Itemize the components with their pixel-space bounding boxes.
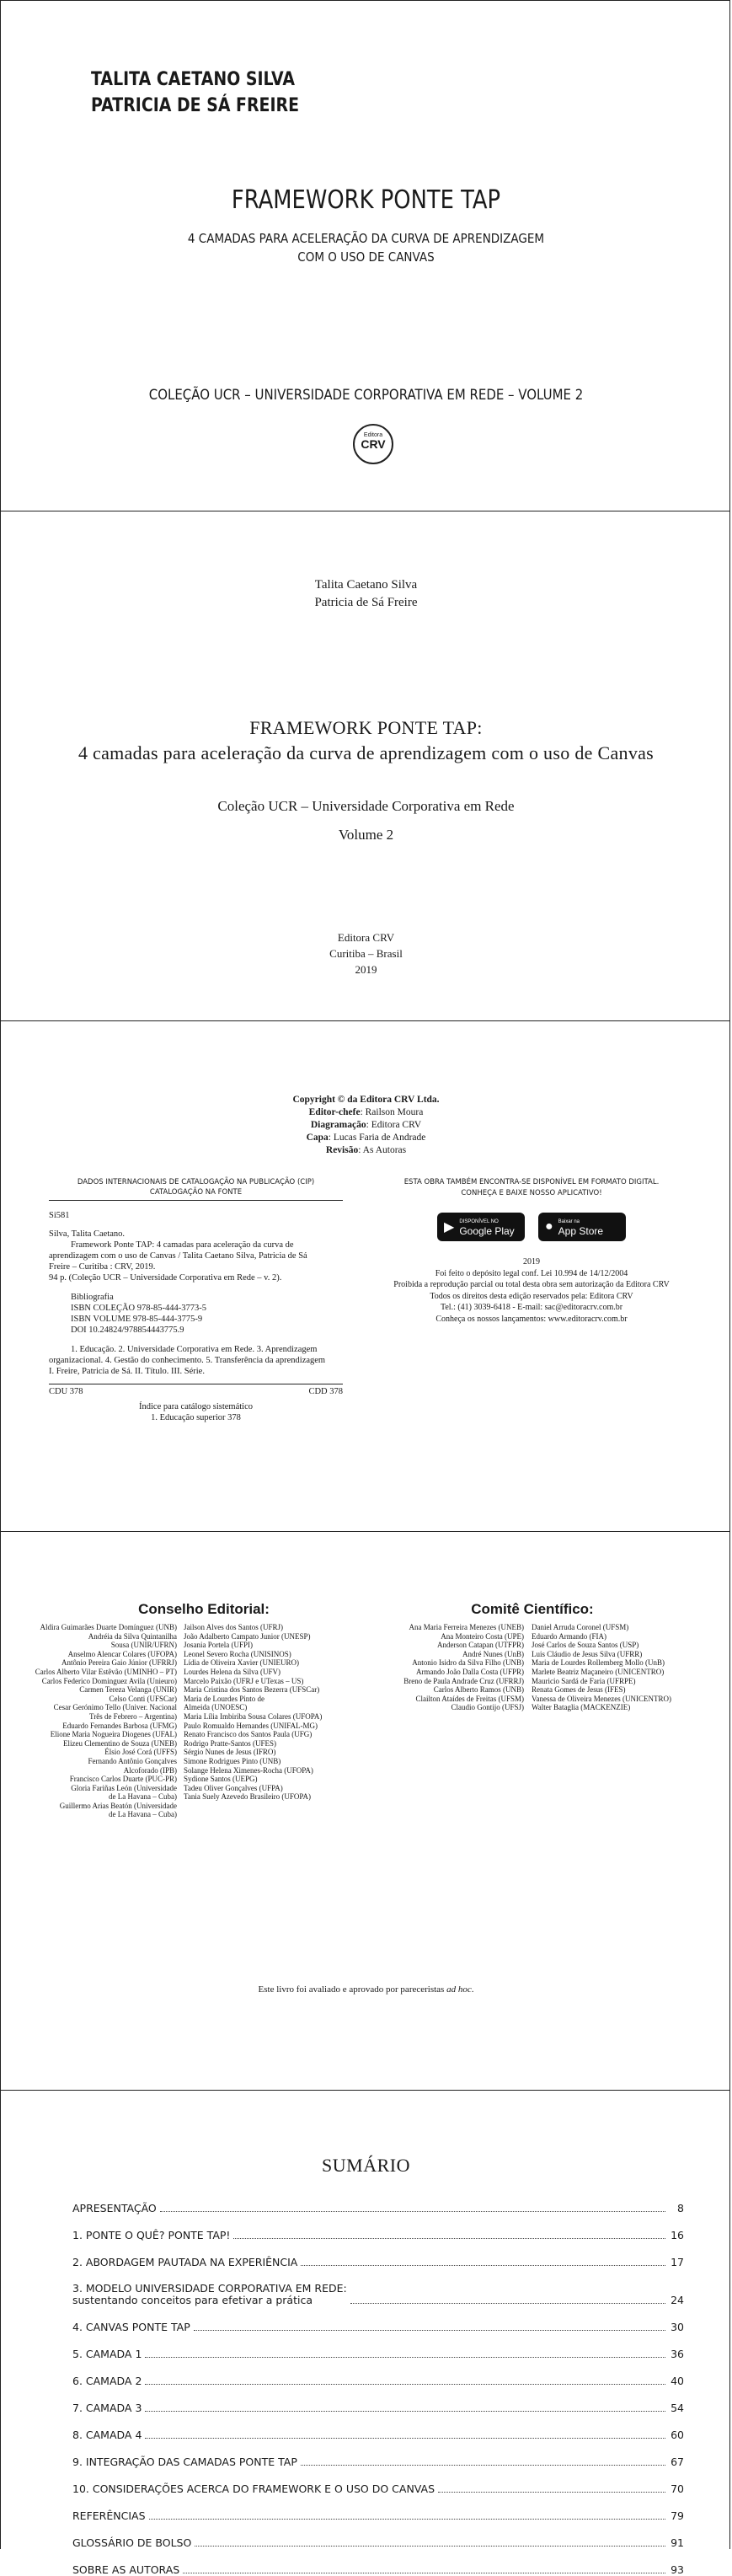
title-page-volume: Volume 2 — [338, 827, 394, 843]
evaluation-text: Este livro foi avaliado e aprovado por pareceristas — [258, 1984, 447, 1995]
editorial-board-column-1 — [35, 1623, 177, 1819]
toc-entry-label — [72, 2283, 347, 2306]
system-index-entry: 1. Educação superior 378 — [151, 1413, 241, 1422]
google-play-small: DISPONÍVEL NO — [459, 1219, 499, 1224]
cip-classification-row — [49, 1387, 343, 1396]
cip-subject-line: 1. Educação. 2. Universidade Corporativa em Rede. 3. Aprendizagem — [71, 1345, 318, 1354]
board-member: Breno de Paula Andrade Cruz (UFRRJ) — [403, 1676, 524, 1685]
toc-leader-dots — [145, 2411, 665, 2412]
evaluation-note — [1, 1984, 731, 1995]
toc-entry-label — [72, 2510, 146, 2522]
credit-copyright — [1, 1094, 731, 1106]
toc-entry[interactable] — [72, 2333, 684, 2360]
app-store-badge[interactable] — [538, 1213, 626, 1241]
board-member: André Nunes (UnB) — [462, 1649, 524, 1658]
google-play-text — [459, 1218, 514, 1236]
toc-entry[interactable] — [72, 2387, 684, 2414]
digital-notice-line-1: ESTA OBRA TAMBÉM ENCONTRA-SE DISPONÍVEL EM FORMATO DIGITAL. — [403, 1178, 660, 1186]
boards-page — [0, 1531, 730, 2090]
board-member: Marcelo Paixão (UFRJ e UTexas – US) — [184, 1676, 304, 1685]
store-badges — [384, 1213, 679, 1241]
cip-doi: DOI 10.24824/978854443775.9 — [71, 1325, 184, 1335]
cip-subject-line: I. Freire, Patricia de Sá. II. Título. III. Série. — [49, 1367, 205, 1376]
board-member: Maria Cristina dos Santos Bezerra (UFSCar) — [184, 1685, 320, 1695]
toc-entry-label-line: 9. INTEGRAÇÃO DAS CAMADAS PONTE TAP — [72, 2456, 297, 2468]
google-play-icon: ▶ — [444, 1220, 455, 1234]
credit-review-label: Revisão — [325, 1145, 359, 1155]
cip-system-index — [49, 1401, 343, 1423]
board-member: Claudio Gontijo (UFSJ) — [451, 1703, 524, 1712]
board-member: Leonel Severo Rocha (UNISINOS) — [184, 1649, 291, 1658]
scientific-committee-column-1 — [403, 1623, 524, 1712]
credit-cover — [1, 1132, 731, 1144]
toc-entry[interactable] — [72, 2306, 684, 2333]
board-member: Simone Rodrigues Pinto (UNB) — [184, 1756, 281, 1765]
credits-block — [1, 1094, 731, 1157]
board-member: Lourdes Helena da Silva (UFV) — [184, 1667, 281, 1676]
cip-header-line-1: DADOS INTERNACIONAIS DE CATALOGAÇÃO NA PUBLICAÇÃO (CIP) — [77, 1178, 315, 1186]
toc-leader-dots — [145, 2438, 665, 2439]
credit-review — [1, 1144, 731, 1157]
cip-header — [49, 1177, 343, 1201]
app-store-text — [558, 1218, 603, 1236]
toc-entry-label — [72, 2348, 142, 2360]
board-member: Luis Cláudio de Jesus Silva (UFRR) — [532, 1649, 643, 1658]
toc-entry-label — [72, 2375, 142, 2387]
board-member: Elizeu Clementino de Souza (UNEB) — [63, 1738, 177, 1748]
title-page-title — [1, 715, 731, 766]
board-member: Tania Suely Azevedo Brasileiro (UFOPA) — [184, 1792, 312, 1802]
scientific-committee-column-2 — [532, 1623, 671, 1712]
cover-authors — [91, 67, 299, 119]
publisher-year: 2019 — [355, 963, 377, 976]
toc-entry-label-line: 10. CONSIDERAÇÕES ACERCA DO FRAMEWORK E O USO DO CANVAS — [72, 2482, 435, 2495]
cip-header-line-2: CATALOGAÇÃO NA FONTE — [149, 1188, 243, 1197]
board-member: Anselmo Alencar Colares (UFOPA) — [67, 1649, 177, 1658]
board-member: Tadeu Oliver Gonçalves (UFPA) — [184, 1783, 283, 1792]
board-member: Marlete Beatriz Maçaneiro (UNICENTRO) — [532, 1667, 665, 1676]
board-member: Paulo Romualdo Hernandes (UNIFAL-MG) — [184, 1721, 318, 1730]
board-member: Carmen Tereza Velanga (UNIR) — [79, 1685, 177, 1695]
publisher-city: Curitiba – Brasil — [329, 947, 403, 960]
toc-entry-label-line: APRESENTAÇÃO — [72, 2202, 157, 2215]
google-play-label: Google Play — [459, 1225, 515, 1237]
toc-leader-dots — [301, 2465, 665, 2466]
toc-leader-dots — [145, 2384, 665, 2385]
board-member: Vanessa de Oliveira Menezes (UNICENTRO) — [532, 1694, 671, 1703]
toc-entry-label — [72, 2429, 142, 2441]
toc-entry-page: 36 — [671, 2348, 684, 2360]
toc-entry[interactable] — [72, 2215, 684, 2241]
board-member: Elione Maria Nogueira Diogenes (UFAL) — [50, 1730, 177, 1739]
credit-review-value: : As Autoras — [358, 1145, 407, 1155]
toc-entry-label — [72, 2564, 179, 2576]
cip-body-line: 94 p. (Coleção UCR – Universidade Corporativa em Rede – v. 2). — [49, 1273, 282, 1283]
board-member: Andréia da Silva Quintanilha — [88, 1631, 177, 1641]
toc-entry-label-line: 8. CAMADA 4 — [72, 2429, 142, 2441]
cip-isbn-collection: ISBN COLEÇÃO 978-85-444-3773-5 — [71, 1304, 206, 1313]
toc-page — [0, 2090, 730, 2576]
board-member: Cesar Gerónimo Tello (Univer. Nacional — [53, 1703, 177, 1712]
toc-entry-label — [72, 2456, 297, 2468]
board-member: Antonio Isidro da Silva Filho (UNB) — [412, 1658, 524, 1668]
board-member: de La Havana – Cuba) — [109, 1810, 177, 1819]
board-member: Fernando Antônio Gonçalves — [88, 1756, 177, 1765]
cip-block — [49, 1177, 343, 1423]
board-member: Eduardo Fernandes Barbosa (UFMG) — [62, 1721, 177, 1730]
toc-entry-page: 91 — [671, 2536, 684, 2549]
legal-reproduction: Proibida a reprodução parcial ou total desta obra sem autorização da Editora CRV — [393, 1280, 670, 1289]
credit-editor — [1, 1106, 731, 1119]
editorial-board-column-2 — [184, 1623, 322, 1802]
app-store-label: App Store — [558, 1225, 604, 1237]
board-member: Francisco Carlos Duarte (PUC-PR) — [69, 1775, 177, 1784]
legal-contact: Tel.: (41) 3039-6418 - E-mail: sac@editoracrv.com.br — [440, 1303, 623, 1312]
board-member: Ana Monteiro Costa (UPE) — [441, 1631, 524, 1641]
editora-crv-logo — [353, 424, 393, 464]
board-member: Walter Bataglia (MACKENZIE) — [532, 1703, 631, 1712]
board-member: Armando João Dalla Costa (UFPR) — [416, 1667, 524, 1676]
board-member: Maria de Lourdes Pinto de — [184, 1694, 264, 1703]
toc-leader-dots — [301, 2265, 665, 2266]
google-play-badge[interactable] — [437, 1213, 525, 1241]
toc-entry-label-line: SOBRE AS AUTORAS — [72, 2563, 180, 2576]
title-page-authors — [1, 576, 731, 612]
toc-entry-page: 79 — [671, 2509, 684, 2522]
title-page-author-1: Talita Caetano Silva — [314, 578, 418, 592]
credit-cover-label: Capa — [306, 1133, 329, 1143]
app-store-small: Baixar na — [558, 1219, 580, 1224]
board-member: Élsio José Corá (UFFS) — [104, 1748, 177, 1757]
toc-entry[interactable] — [72, 2360, 684, 2387]
title-page — [0, 511, 730, 1020]
system-index-title: Índice para catálogo sistemático — [139, 1402, 253, 1411]
toc-leader-dots — [195, 2546, 665, 2547]
board-member: Antônio Pereira Gaio Júnior (UFRRJ) — [61, 1658, 177, 1668]
cip-body-line: aprendizagem com o uso de Canvas / Talita Caetano Silva, Patricia de Sá — [49, 1251, 307, 1261]
toc-entry-label — [72, 2230, 230, 2241]
board-member: Celso Conti (UFSCar) — [109, 1694, 177, 1703]
board-member: Rodrigo Pratte-Santos (UFES) — [184, 1738, 276, 1748]
toc-leader-dots — [438, 2492, 665, 2493]
legal-website: Conheça os nossos lançamentos: www.editoracrv.com.br — [435, 1314, 628, 1324]
toc-entry-page: 24 — [671, 2294, 684, 2306]
toc-entry-label-line: 6. CAMADA 2 — [72, 2375, 142, 2387]
board-member: Três de Febrero – Argentina) — [89, 1711, 177, 1721]
legal-rights: Todos os direitos desta edição reservados pela: Editora CRV — [430, 1291, 633, 1301]
toc-entry-label — [72, 2537, 191, 2549]
toc-entry[interactable] — [72, 2441, 684, 2468]
board-member: Mauricio Sardá de Faria (UFRPE) — [532, 1676, 636, 1685]
toc-entry[interactable] — [72, 2522, 684, 2549]
toc-title: SUMÁRIO — [322, 2155, 410, 2176]
toc-leader-dots — [233, 2238, 665, 2239]
board-member: Lídia de Oliveira Xavier (UNIEURO) — [184, 1658, 299, 1668]
board-member: Ana Maria Ferreira Menezes (UNEB) — [409, 1623, 524, 1631]
toc-leader-dots — [149, 2519, 665, 2520]
board-member: José Carlos de Souza Santos (USP) — [532, 1641, 639, 1650]
toc-leader-dots — [350, 2303, 665, 2304]
toc-entry-page: 30 — [671, 2321, 684, 2333]
toc-leader-dots — [160, 2211, 665, 2212]
toc-entry-label-line: 3. MODELO UNIVERSIDADE CORPORATIVA EM REDE: — [72, 2282, 347, 2295]
title-page-author-2: Patricia de Sá Freire — [314, 596, 418, 609]
board-member: Sydione Santos (UEPG) — [184, 1775, 258, 1784]
scientific-committee-title: Comitê Científico: — [471, 1601, 594, 1617]
toc-leader-dots — [145, 2357, 665, 2358]
toc-entry-page: 93 — [671, 2563, 684, 2576]
board-member: Sérgio Nunes de Jesus (IFRO) — [184, 1748, 276, 1757]
evaluation-italic: ad hoc — [446, 1984, 472, 1995]
copyright-page — [0, 1020, 730, 1531]
cip-code: Si581 — [49, 1211, 70, 1220]
toc-entry-label — [72, 2483, 435, 2495]
cip-author: Silva, Talita Caetano. — [49, 1229, 126, 1239]
digital-edition-block — [384, 1177, 679, 1325]
toc-entry-label — [72, 2402, 142, 2414]
toc-entry-label — [72, 2322, 190, 2333]
board-member: Eduardo Armando (FIA) — [532, 1631, 606, 1641]
board-member: Guillermo Arias Beatón (Universidade — [59, 1801, 177, 1810]
cover-page — [0, 0, 730, 511]
toc-entry-page: 60 — [671, 2429, 684, 2441]
toc-entry-page: 67 — [671, 2456, 684, 2468]
toc-entry-label-line: 7. CAMADA 3 — [72, 2402, 142, 2414]
legal-deposit: Foi feito o depósito legal conf. Lei 10.994 de 14/12/2004 — [435, 1268, 628, 1278]
board-member: de La Havana – Cuba) — [109, 1792, 177, 1802]
board-member: Josania Portela (UFPI) — [184, 1641, 253, 1650]
toc-entry-page: 17 — [671, 2256, 684, 2268]
publisher-name: Editora CRV — [337, 931, 395, 944]
toc-entry-label-line: sustentando conceitos para efetivar a prática — [72, 2294, 313, 2306]
cip-body-line: Framework Ponte TAP: 4 camadas para aceleração da curva de — [71, 1240, 294, 1250]
title-page-subtitle: 4 camadas para aceleração da curva de aprendizagem com o uso de Canvas — [77, 742, 655, 763]
cover-subtitle-line-2: COM O USO DE CANVAS — [297, 249, 435, 265]
board-member: Sousa (UNIR/UFRN) — [110, 1641, 177, 1650]
logo-big-text: CRV — [361, 437, 386, 451]
title-page-title-line: FRAMEWORK PONTE TAP: — [249, 717, 483, 738]
board-member: Jailson Alves dos Santos (UFRJ) — [184, 1623, 284, 1631]
cip-isbn-volume: ISBN VOLUME 978-85-444-3775-9 — [71, 1315, 203, 1324]
credit-layout-value: : Editora CRV — [366, 1120, 422, 1130]
toc-entry-page: 54 — [671, 2402, 684, 2414]
toc-entry-label — [72, 2203, 157, 2215]
toc-entry-label-line: 4. CANVAS PONTE TAP — [72, 2321, 190, 2333]
toc-entry-label — [72, 2257, 297, 2268]
toc-entry[interactable] — [72, 2414, 684, 2441]
toc-entry-page: 8 — [677, 2202, 684, 2215]
title-page-collection: Coleção UCR – Universidade Corporativa em Rede — [217, 798, 515, 814]
toc-entry-page: 40 — [671, 2375, 684, 2387]
cip-bibliography — [49, 1292, 343, 1336]
board-member: Solange Helena Ximenes-Rocha (UFOPA) — [184, 1765, 313, 1775]
digital-notice — [384, 1177, 679, 1199]
cover-collection: COLEÇÃO UCR – UNIVERSIDADE CORPORATIVA EM REDE – VOLUME 2 — [148, 387, 584, 404]
evaluation-suffix: . — [471, 1984, 474, 1995]
toc-entry[interactable] — [72, 2495, 684, 2522]
cip-description — [49, 1229, 343, 1283]
toc-entry-label-line: 5. CAMADA 1 — [72, 2348, 142, 2360]
credit-layout-label: Diagramação — [310, 1120, 366, 1130]
board-member: Aldira Guimarães Duarte Domínguez (UNB) — [40, 1623, 177, 1631]
editorial-board-title: Conselho Editorial: — [138, 1601, 270, 1617]
cover-subtitle — [37, 229, 694, 266]
board-member: Maria de Lourdes Rollemberg Mollo (UnB) — [532, 1658, 665, 1668]
cip-body-line: Freire – Curitiba : CRV, 2019. — [49, 1262, 156, 1272]
board-member: Maria Lília Imbiriba Sousa Colares (UFOPA) — [184, 1711, 323, 1721]
toc-leader-dots — [194, 2330, 665, 2331]
board-member: Carlos Alberto Vilar Estêvão (UMINHO – PT) — [35, 1667, 177, 1676]
board-member: Carlos Federico Dominguez Avila (Unieuro) — [41, 1676, 177, 1685]
cip-subjects — [49, 1344, 343, 1377]
toc-entry-label-line: 2. ABORDAGEM PAUTADA NA EXPERIÊNCIA — [72, 2256, 298, 2268]
cover-subtitle-line-1: 4 CAMADAS PARA ACELERAÇÃO DA CURVA DE APRENDIZAGEM — [187, 231, 545, 246]
toc-entry-label-line: 1. PONTE O QUÊ? PONTE TAP! — [72, 2229, 231, 2241]
toc-entry-page: 70 — [671, 2482, 684, 2495]
cip-cdd: CDD 378 — [308, 1387, 343, 1396]
toc-entry[interactable] — [72, 2268, 684, 2306]
board-member: Daniel Arruda Coronel (UFSM) — [532, 1623, 629, 1631]
cip-biblio-line: Bibliografia — [71, 1293, 114, 1302]
board-member: Gloria Fariñas León (Universidade — [71, 1783, 177, 1792]
toc-entry[interactable] — [72, 2468, 684, 2495]
board-member: Renata Gomes de Jesus (IFES) — [532, 1685, 626, 1695]
digital-notice-line-2: CONHEÇA E BAIXE NOSSO APLICATIVO! — [461, 1189, 602, 1197]
toc-entry-label-line: GLOSSÁRIO DE BOLSO — [72, 2536, 192, 2549]
apple-icon: ● — [545, 1219, 553, 1234]
legal-info — [384, 1256, 679, 1325]
credit-layout — [1, 1119, 731, 1132]
board-member: Carlos Alberto Ramos (UNB) — [433, 1685, 524, 1695]
board-member: Almeida (UNOESC) — [184, 1703, 248, 1712]
cover-author-1: TALITA CAETANO SILVA — [91, 69, 296, 90]
title-page-publisher — [1, 929, 731, 977]
toc-entry[interactable] — [72, 2188, 684, 2215]
credit-editor-label: Editor-chefe — [308, 1107, 361, 1117]
board-member: Anderson Catapan (UTFPR) — [437, 1641, 524, 1650]
cip-subject-line: organizacional. 4. Gestão do conhecimento. 5. Transferência da aprendizagem — [49, 1356, 326, 1365]
board-member: Clailton Ataídes de Freitas (UFSM) — [415, 1694, 524, 1703]
toc-entry-label-line: REFERÊNCIAS — [72, 2509, 146, 2522]
board-member: Alcoforado (IPB) — [123, 1765, 177, 1775]
cover-author-2: PATRICIA DE SÁ FREIRE — [91, 95, 299, 116]
cover-title: FRAMEWORK PONTE TAP — [231, 185, 501, 215]
board-member: João Adalberto Campato Junior (UNESP) — [184, 1631, 311, 1641]
logo-small-text: Editora — [363, 432, 383, 438]
credit-editor-value: : Railson Moura — [360, 1107, 424, 1117]
legal-year: 2019 — [523, 1257, 540, 1267]
credit-cover-value: : Lucas Faria de Andrade — [328, 1133, 426, 1143]
toc-entry-page: 16 — [671, 2229, 684, 2241]
board-member: Renato Francisco dos Santos Paula (UFG) — [184, 1730, 313, 1739]
toc-entry[interactable] — [72, 2241, 684, 2268]
credit-copyright-text: Copyright © da Editora CRV Ltda. — [292, 1095, 440, 1105]
toc-list — [72, 2188, 684, 2576]
toc-entry[interactable] — [72, 2549, 684, 2576]
cip-cdu: CDU 378 — [49, 1387, 83, 1396]
